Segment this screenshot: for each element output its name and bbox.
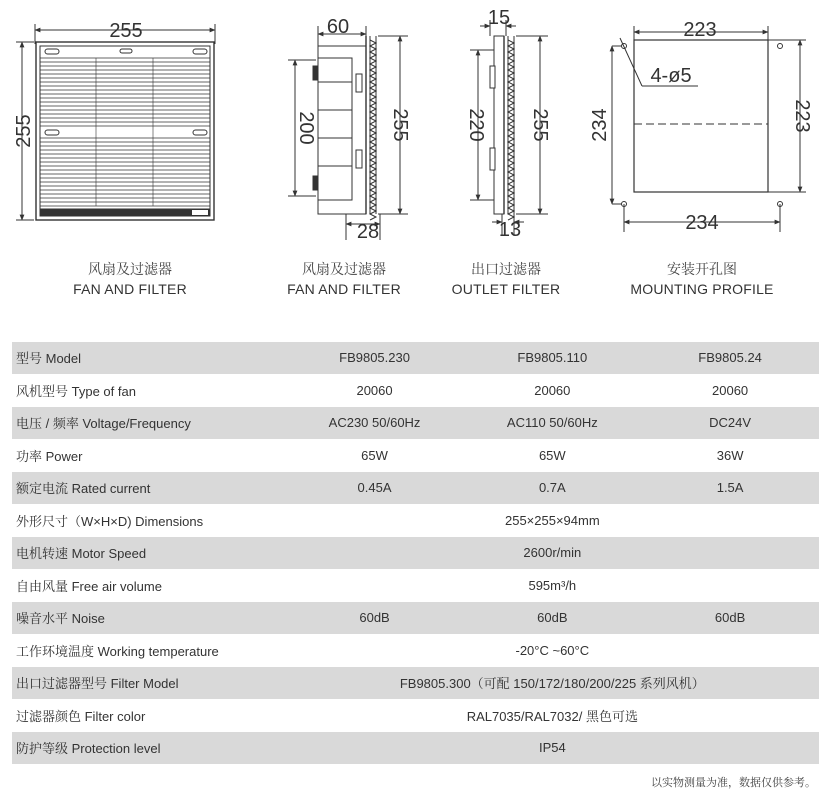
row-label: 额定电流 Rated current	[12, 472, 286, 505]
table-row-fan-type	[12, 374, 819, 407]
fan-front-drawing	[16, 24, 215, 220]
cell-230: FB9805.230	[286, 342, 464, 374]
cell-110: 0.7A	[463, 472, 641, 505]
cell-all: FB9805.300（可配 150/172/180/200/225 系列风机）	[286, 667, 819, 700]
caption-cn: 风扇及过滤器	[88, 262, 172, 278]
mounting-bottom-dim: 234	[685, 212, 719, 234]
cell-24: 36W	[641, 439, 819, 472]
row-label: 外形尺寸（W×H×D) Dimensions	[12, 504, 286, 537]
cell-all: 255×255×94mm	[286, 504, 819, 537]
row-label: 型号 Model	[12, 342, 286, 374]
outlet-top-dim: 15	[487, 7, 511, 29]
cell-24: 60dB	[641, 602, 819, 635]
outlet-caption	[411, 261, 601, 299]
caption-cn: 安装开孔图	[667, 262, 737, 278]
table-row-filter-color	[12, 699, 819, 732]
table-row-power	[12, 439, 819, 472]
table-row-protection	[12, 732, 819, 765]
cell-110: 20060	[463, 374, 641, 407]
cell-230: 0.45A	[286, 472, 464, 505]
technical-drawings	[0, 0, 828, 318]
row-label: 过滤器颜色 Filter color	[12, 699, 286, 732]
cell-all: 595m³/h	[286, 569, 819, 602]
row-label: 电机转速 Motor Speed	[12, 537, 286, 570]
table-row-noise	[12, 602, 819, 635]
fan-front-width-dim: 255	[109, 20, 143, 42]
mounting-right-dim: 223	[791, 99, 813, 133]
caption-en: FAN AND FILTER	[73, 281, 187, 297]
footnote: 以实物测量为准，数据仅供参考。	[651, 776, 816, 789]
fan-side-inner-height-dim: 200	[295, 111, 317, 145]
caption-cn: 出口过滤器	[471, 262, 541, 278]
mounting-hole-dim: 4-ø5	[650, 65, 692, 87]
cell-24: FB9805.24	[641, 342, 819, 374]
cell-110: 65W	[463, 439, 641, 472]
table-row-motor-speed	[12, 537, 819, 570]
mounting-drawing	[612, 26, 806, 232]
mounting-left-dim: 234	[589, 108, 611, 142]
cell-230: 60dB	[286, 602, 464, 635]
row-label: 风机型号 Type of fan	[12, 374, 286, 407]
table-row-dimensions	[12, 504, 819, 537]
table-row-voltage	[12, 407, 819, 440]
cell-24: 1.5A	[641, 472, 819, 505]
cell-all: 2600r/min	[286, 537, 819, 570]
cell-110: AC110 50/60Hz	[463, 407, 641, 440]
fan-front-height-dim: 255	[13, 114, 35, 148]
cell-24: 20060	[641, 374, 819, 407]
row-label: 防护等级 Protection level	[12, 732, 286, 765]
mounting-top-dim: 223	[683, 19, 717, 41]
row-label: 电压 / 频率 Voltage/Frequency	[12, 407, 286, 440]
cell-230: AC230 50/60Hz	[286, 407, 464, 440]
caption-en: OUTLET FILTER	[451, 281, 561, 297]
cell-110: 60dB	[463, 602, 641, 635]
mounting-caption	[607, 261, 797, 299]
fan-front-caption	[35, 261, 225, 299]
fan-side-bottom-dim: 28	[356, 221, 380, 243]
row-label: 噪音水平 Noise	[12, 602, 286, 635]
cell-all: IP54	[286, 732, 819, 765]
table-row-air-volume	[12, 569, 819, 602]
table-row-model	[12, 342, 819, 374]
outlet-bottom-dim: 13	[498, 219, 522, 241]
cell-all: RAL7035/RAL7032/ 黑色可选	[286, 699, 819, 732]
table-row-current	[12, 472, 819, 505]
row-label: 工作环境温度 Working temperature	[12, 634, 286, 667]
caption-cn: 风扇及过滤器	[302, 262, 386, 278]
spec-table	[12, 342, 819, 765]
cell-24: DC24V	[641, 407, 819, 440]
caption-en: MOUNTING PROFILE	[630, 281, 774, 297]
fan-side-depth-dim: 60	[326, 16, 350, 38]
row-label: 出口过滤器型号 Filter Model	[12, 667, 286, 700]
outlet-outer-height-dim: 255	[529, 108, 551, 142]
row-label: 自由风量 Free air volume	[12, 569, 286, 602]
fan-side-outer-height-dim: 255	[389, 108, 411, 142]
cell-all: -20°C ~60°C	[286, 634, 819, 667]
caption-en: FAN AND FILTER	[287, 281, 401, 297]
row-label: 功率 Power	[12, 439, 286, 472]
outlet-inner-height-dim: 220	[465, 108, 487, 142]
table-row-working-temp	[12, 634, 819, 667]
cell-110: FB9805.110	[463, 342, 641, 374]
cell-230: 65W	[286, 439, 464, 472]
cell-230: 20060	[286, 374, 464, 407]
table-row-filter-model	[12, 667, 819, 700]
